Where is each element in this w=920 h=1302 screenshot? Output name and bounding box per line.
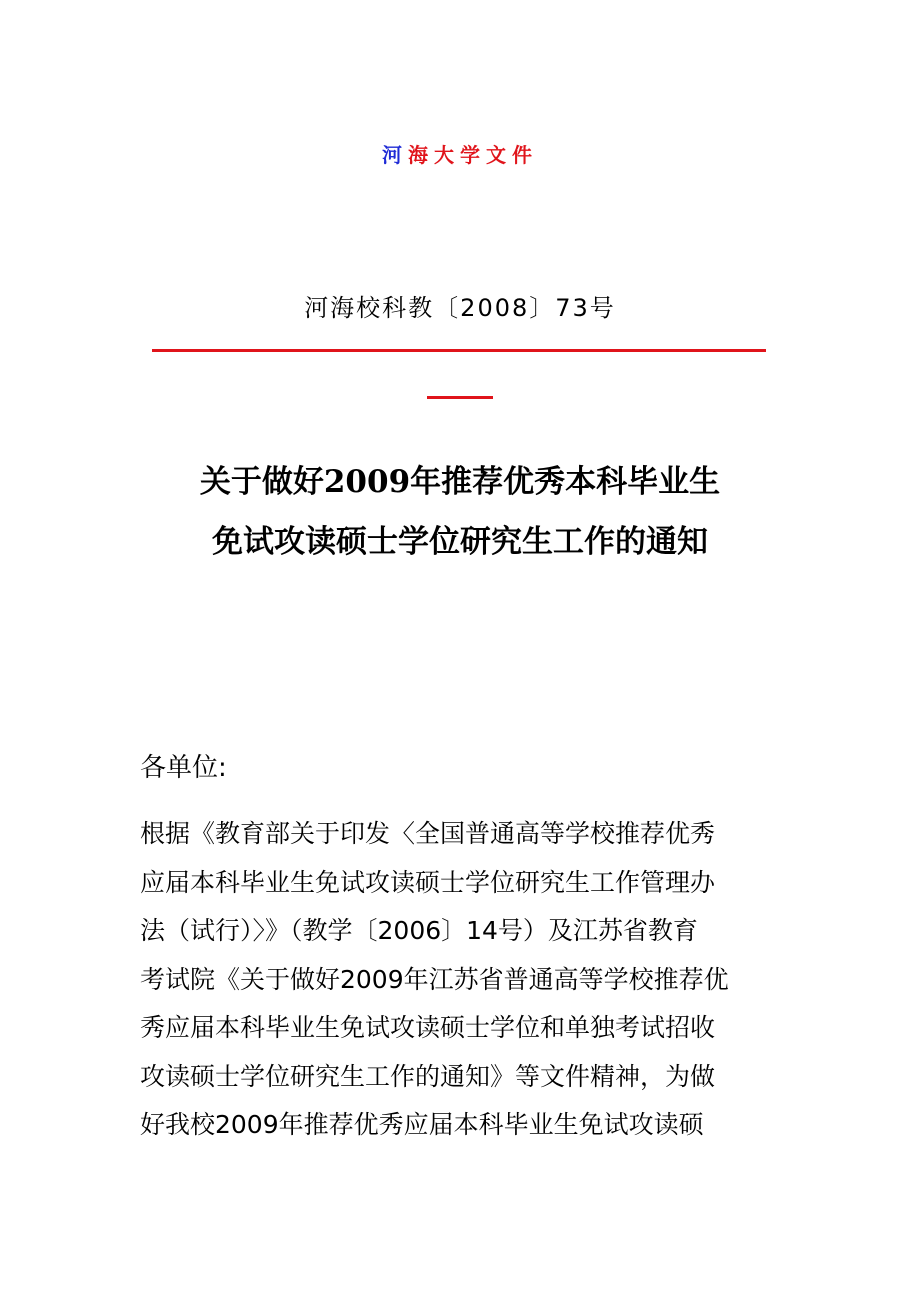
document-title (0, 452, 920, 572)
salutation: 各单位: (140, 753, 227, 783)
red-divider-long (152, 349, 766, 352)
body-line: 根据《教育部关于印发〈全国普通高等学校推荐优秀 (140, 819, 716, 848)
issuer-header-red-part: 海大学文件 (408, 143, 538, 167)
body-line: 考试院《关于做好2009年江苏省普通高等学校推荐优 (140, 964, 729, 994)
body-line: 攻读硕士学位研究生工作的通知》等文件精神，为做 (140, 1061, 716, 1091)
body-line: 法（试行）〉》（教学〔2006〕14号）及江苏省教育 (140, 916, 698, 945)
document-title-line-2: 免试攻读硕士学位研究生工作的通知 (212, 524, 708, 560)
issuer-header (0, 140, 920, 170)
issuer-header-blue-part: 河 (382, 143, 408, 167)
red-divider-short (427, 396, 493, 399)
document-number: 河海校科教〔2008〕73号 (304, 294, 616, 322)
body-line: 应届本科毕业生免试攻读硕士学位研究生工作管理办 (140, 867, 716, 897)
body-paragraph (140, 810, 780, 1150)
document-title-line-1: 关于做好2009年推荐优秀本科毕业生 (199, 464, 721, 500)
body-line: 秀应届本科毕业生免试攻读硕士学位和单独考试招收 (140, 1013, 716, 1042)
body-line: 好我校2009年推荐优秀应届本科毕业生免试攻读硕 (140, 1110, 704, 1139)
